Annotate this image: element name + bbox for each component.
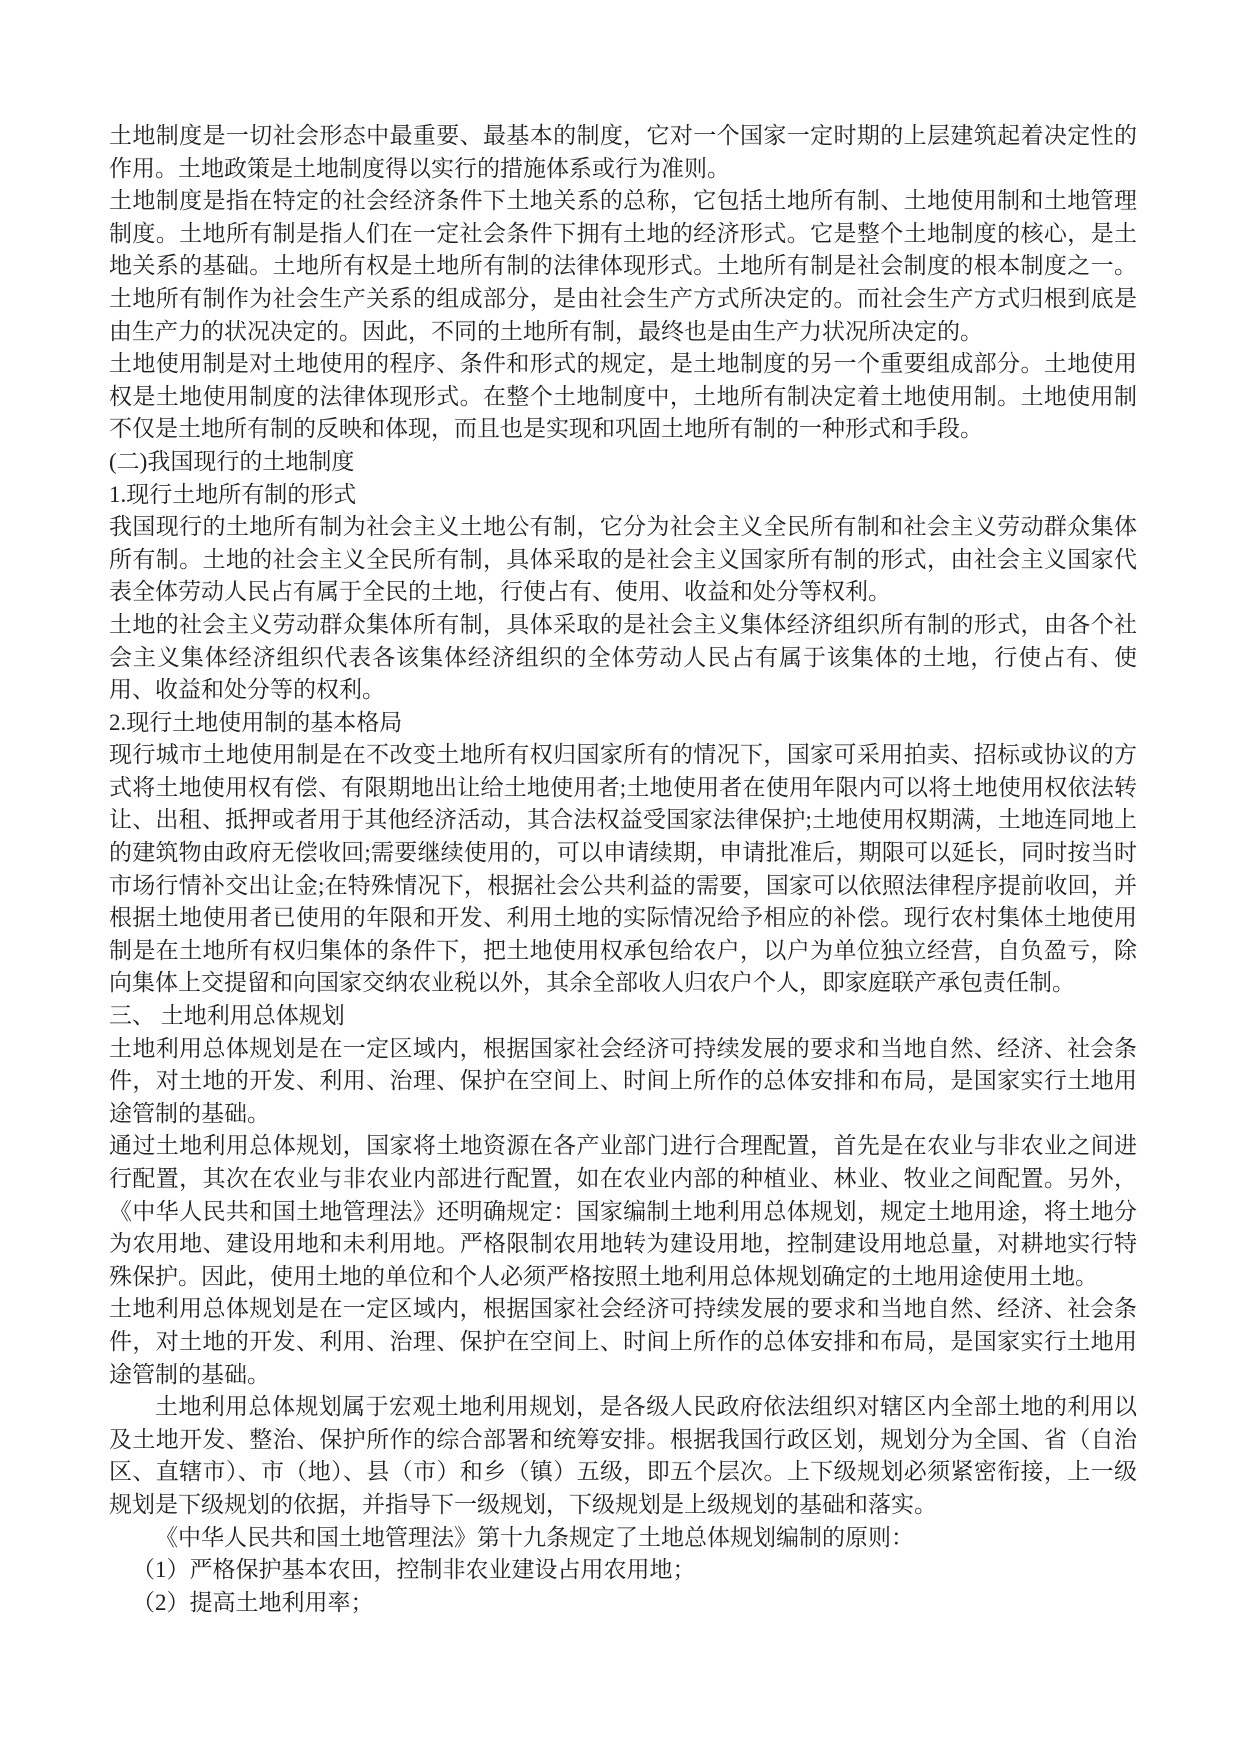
paragraph-planning-definition-1: 土地利用总体规划是在一定区域内，根据国家社会经济可持续发展的要求和当地自然、经济、社会条件，对土地的开发、利用、治理、保护在空间上、时间上所作的总体安排和布局，是国家实行土地用途管制的基础。 (109, 1035, 1137, 1126)
list-item-principle-1: （1）严格保护基本农田，控制非农业建设占用农用地； (132, 1557, 696, 1583)
paragraph-land-use-system: 土地使用制是对土地使用的程序、条件和形式的规定，是土地制度的另一个重要组成部分。土地使用权是土地使用制度的法律体现形式。在整个土地制度中，土地所有制决定着土地使用制。土地使用制不仅是土地所有制的反映和体现，而且也是实现和巩固土地所有制的一种形式和手段。 (109, 351, 1137, 442)
paragraph-land-system-definition: 土地制度是指在特定的社会经济条件下土地关系的总称，它包括土地所有制、土地使用制和土地管理制度。土地所有制是指人们在一定社会条件下拥有土地的经济形式。它是整个土地制度的核心，是土地关系的基础。土地所有权是土地所有制的法律体现形式。土地所有制是社会制度的根本制度之一。土地所有制作为社会生产关系的组成部分，是由社会生产方式所决定的。而社会生产方式归根到底是由生产力的状况决定的。因此，不同的土地所有制，最终也是由生产力状况所决定的。 (109, 188, 1137, 344)
paragraph-collective-ownership: 土地的社会主义劳动群众集体所有制，具体采取的是社会主义集体经济组织所有制的形式，由各个社会主义集体经济组织代表各该集体经济组织的全体劳动人民占有属于该集体的土地，行使占有、使用、收益和处分等的权利。 (109, 611, 1137, 703)
heading-1-ownership-forms: 1.现行土地所有制的形式 (109, 481, 357, 507)
paragraph-land-system-importance: 土地制度是一切社会形态中最重要、最基本的制度，它对一个国家一定时期的上层建筑起着决定性的作用。土地政策是土地制度得以实行的措施体系或行为准则。 (109, 123, 1137, 181)
paragraph-planning-allocation: 通过土地利用总体规划，国家将土地资源在各产业部门进行合理配置，首先是在农业与非农业之间进行配置，其次在农业与非农业内部进行配置，如在农业内部的种植业、林业、牧业之间配置。另外，《中华人民共和国土地管理法》还明确规定：国家编制土地利用总体规划，规定土地用途，将土地分为农用地、建设用地和未利用地。严格限制农用地转为建设用地，控制建设用地总量，对耕地实行特殊保护。因此，使用土地的单位和个人必须严格按照土地利用总体规划确定的土地用途使用土地。 (109, 1133, 1137, 1289)
heading-2-land-use-pattern: 2.现行土地使用制的基本格局 (109, 709, 403, 735)
heading-section-3-overall-land-use-planning: 三、 土地利用总体规划 (109, 1003, 345, 1029)
document-page (109, 120, 1137, 1619)
paragraph-urban-rural-land-use: 现行城市土地使用制是在不改变土地所有权归国家所有的情况下，国家可采用拍卖、招标或协议的方式将土地使用权有偿、有限期地出让给土地使用者;土地使用者在使用年限内可以将土地使用权依法转让、出租、抵押或者用于其他经济活动，其合法权益受国家法律保护;土地使用权期满，土地连同地上的建筑物由政府无偿收回;需要继续使用的，可以申请续期，申请批准后，期限可以延长，同时按当时市场行情补交出让金;在特殊情况下，根据社会公共利益的需要，国家可以依照法律程序提前收回，并根据土地使用者已使用的年限和开发、利用土地的实际情况给予相应的补偿。现行农村集体土地使用制是在土地所有权归集体的条件下，把土地使用权承包给农户，以户为单位独立经营，自负盈亏，除向集体上交提留和向国家交纳农业税以外，其余全部收人归农户个人，即家庭联产承包责任制。 (109, 742, 1137, 996)
paragraph-planning-definition-2: 土地利用总体规划是在一定区域内，根据国家社会经济可持续发展的要求和当地自然、经济、社会条件，对土地的开发、利用、治理、保护在空间上、时间上所作的总体安排和布局，是国家实行土地用途管制的基础。 (109, 1296, 1137, 1387)
heading-section-2-current-land-system: (二)我国现行的土地制度 (109, 448, 355, 474)
paragraph-public-ownership: 我国现行的土地所有制为社会主义土地公有制，它分为社会主义全民所有制和社会主义劳动群众集体所有制。土地的社会主义全民所有制，具体采取的是社会主义国家所有制的形式，由社会主义国家代表全体劳动人民占有属于全民的土地，行使占有、使用、收益和处分等权利。 (109, 514, 1137, 605)
paragraph-article-19-principles: 《中华人民共和国土地管理法》第十九条规定了土地总体规划编制的原则： (155, 1524, 914, 1550)
paragraph-planning-levels: 土地利用总体规划属于宏观土地利用规划，是各级人民政府依法组织对辖区内全部土地的利用以及土地开发、整治、保护所作的综合部署和统筹安排。根据我国行政区划，规划分为全国、省（自治区、直辖市）、市（地）、县（市）和乡（镇）五级，即五个层次。上下级规划必须紧密衔接，上一级规划是下级规划的依据，并指导下一级规划，下级规划是上级规划的基础和落实。 (109, 1394, 1137, 1517)
list-item-principle-2: （2）提高土地利用率； (132, 1589, 374, 1615)
